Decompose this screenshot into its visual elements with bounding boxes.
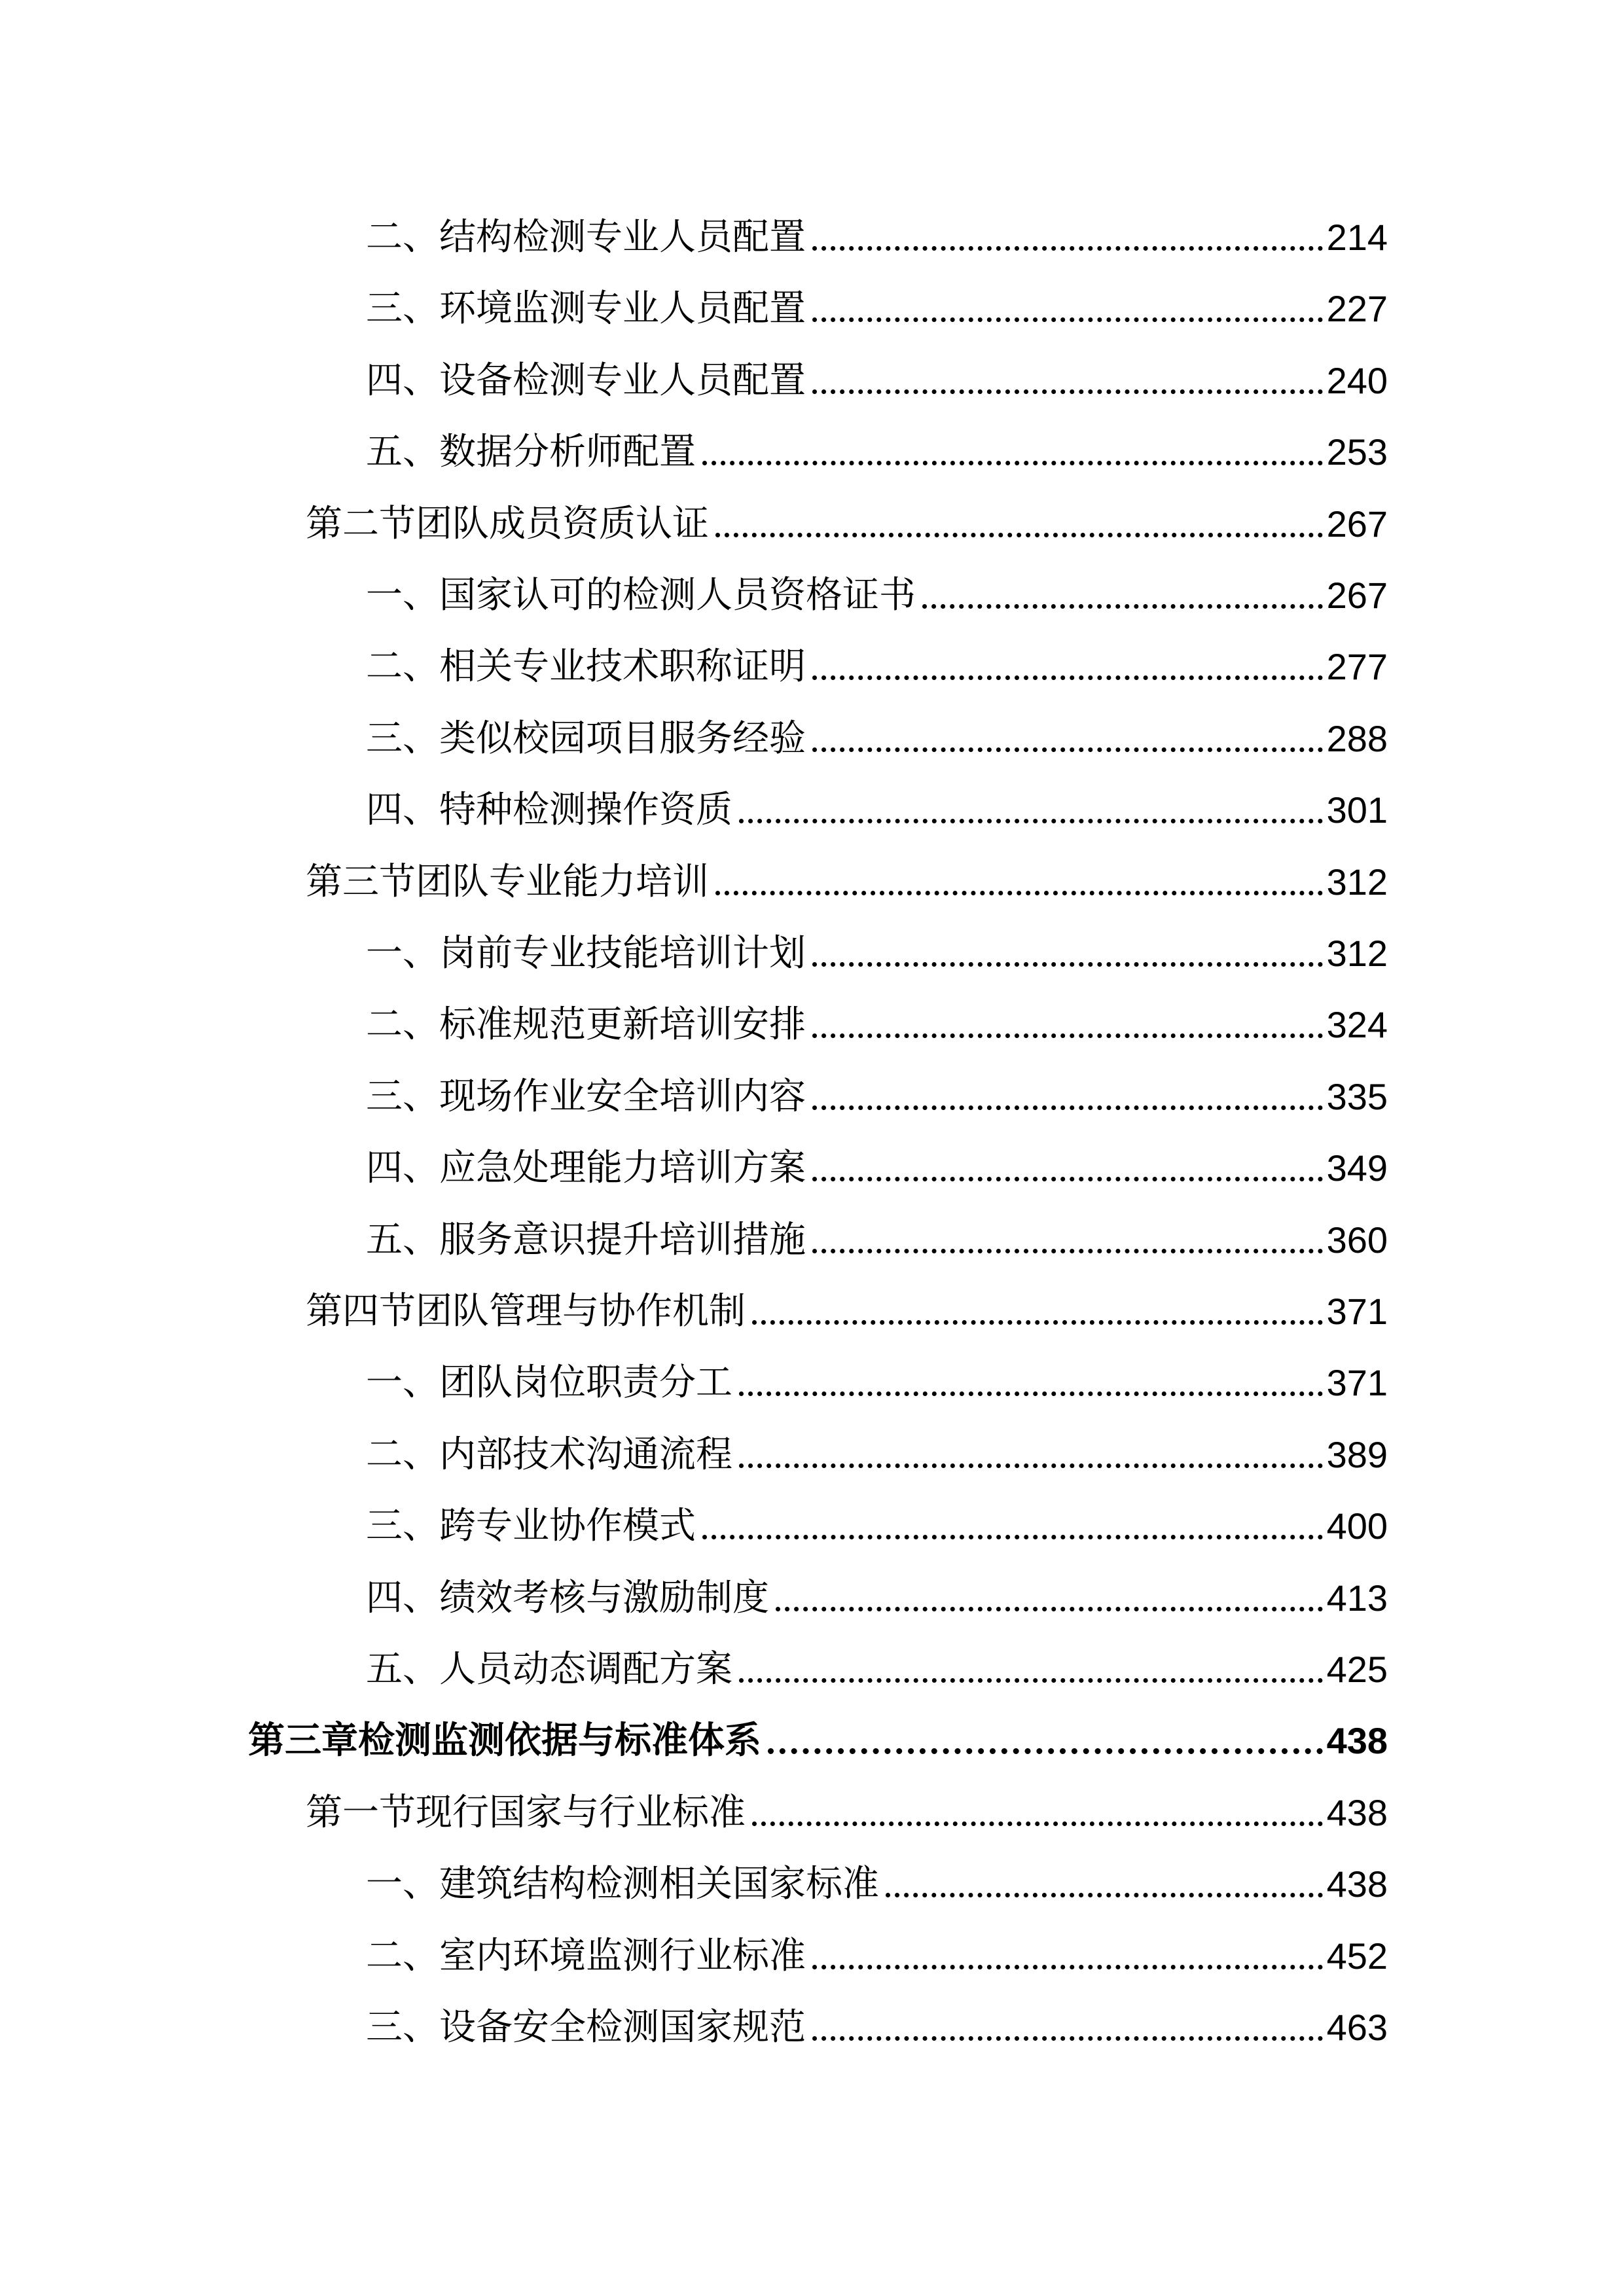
toc-entry-title: 三、现场作业安全培训内容 <box>366 1075 806 1118</box>
toc-entry-page-number: 438 <box>1326 1791 1388 1833</box>
toc-entry-title: 二、室内环境监测行业标准 <box>366 1934 806 1977</box>
dot-leader <box>739 1678 1323 1683</box>
toc-subsection-entry[interactable] <box>366 1357 1388 1409</box>
dot-leader <box>812 1177 1323 1181</box>
toc-section-entry[interactable] <box>306 1787 1388 1839</box>
dot-leader <box>752 1320 1323 1325</box>
toc-entry-title: 一、建筑结构检测相关国家标准 <box>366 1863 879 1906</box>
toc-subsection-entry[interactable] <box>366 211 1388 264</box>
toc-entry-title: 第一节现行国家与行业标准 <box>306 1791 746 1834</box>
toc-subsection-entry[interactable] <box>366 641 1388 693</box>
dot-leader <box>702 1535 1323 1539</box>
dot-leader <box>812 246 1323 251</box>
dot-leader <box>752 1821 1323 1826</box>
toc-entry-page-number: 227 <box>1326 288 1388 330</box>
toc-entry-title: 二、内部技术沟通流程 <box>366 1433 732 1476</box>
toc-entry-page-number: 312 <box>1326 861 1388 903</box>
toc-subsection-entry[interactable] <box>366 1071 1388 1123</box>
toc-subsection-entry[interactable] <box>366 569 1388 622</box>
toc-section-entry[interactable] <box>306 498 1388 550</box>
dot-leader <box>812 1249 1323 1253</box>
toc-entry-page-number: 267 <box>1326 503 1388 545</box>
dot-leader <box>922 604 1323 609</box>
toc-entry-page-number: 277 <box>1326 646 1388 688</box>
toc-entry-title: 四、绩效考核与激励制度 <box>366 1576 769 1619</box>
toc-subsection-entry[interactable] <box>366 1500 1388 1552</box>
toc-entry-page-number: 288 <box>1326 717 1388 759</box>
toc-entry-page-number: 214 <box>1326 217 1388 258</box>
dot-leader <box>812 2036 1323 2041</box>
toc-entry-page-number: 360 <box>1326 1219 1388 1261</box>
toc-subsection-entry[interactable] <box>366 426 1388 478</box>
toc-entry-page-number: 389 <box>1326 1433 1388 1475</box>
toc-entry-title: 第四节团队管理与协作机制 <box>306 1290 746 1333</box>
toc-entry-title: 三、设备安全检测国家规范 <box>366 2006 806 2049</box>
dot-leader <box>702 461 1323 465</box>
toc-entry-page-number: 438 <box>1326 1863 1388 1905</box>
dot-leader <box>812 962 1323 967</box>
toc-subsection-entry[interactable] <box>366 355 1388 407</box>
toc-entry-page-number: 438 <box>1326 1720 1388 1762</box>
toc-entry-page-number: 371 <box>1326 1291 1388 1332</box>
dot-leader <box>812 675 1323 680</box>
toc-entry-page-number: 400 <box>1326 1505 1388 1547</box>
toc-entry-title: 二、相关专业技术职称证明 <box>366 645 806 689</box>
toc-subsection-entry[interactable] <box>366 1858 1388 1910</box>
toc-entry-page-number: 452 <box>1326 1935 1388 1977</box>
toc-entry-page-number: 267 <box>1326 575 1388 616</box>
toc-subsection-entry[interactable] <box>366 1572 1388 1624</box>
dot-leader <box>768 1748 1323 1754</box>
dot-leader <box>886 1893 1323 1897</box>
dot-leader <box>739 819 1323 823</box>
toc-entry-title: 五、人员动态调配方案 <box>366 1648 732 1691</box>
toc-subsection-entry[interactable] <box>366 1643 1388 1696</box>
dot-leader <box>812 1965 1323 1969</box>
toc-entry-title: 第三章检测监测依据与标准体系 <box>248 1719 761 1763</box>
toc-subsection-entry[interactable] <box>366 283 1388 335</box>
dot-leader <box>739 1463 1323 1468</box>
toc-entry-page-number: 301 <box>1326 789 1388 831</box>
toc-entry-title: 三、跨专业协作模式 <box>366 1505 696 1548</box>
toc-chapter-entry[interactable] <box>248 1715 1388 1767</box>
toc-entry-title: 三、类似校园项目服务经验 <box>366 717 806 760</box>
toc-entry-page-number: 425 <box>1326 1649 1388 1690</box>
toc-entry-page-number: 312 <box>1326 933 1388 974</box>
toc-entry-title: 三、环境监测专业人员配置 <box>366 287 806 331</box>
toc-entry-title: 第二节团队成员资质认证 <box>306 502 709 545</box>
dot-leader <box>739 1391 1323 1396</box>
toc-subsection-entry[interactable] <box>366 999 1388 1051</box>
dot-leader <box>715 891 1323 895</box>
toc-entry-title: 五、数据分析师配置 <box>366 431 696 474</box>
dot-leader <box>812 747 1323 752</box>
dot-leader <box>812 317 1323 322</box>
toc-entry-page-number: 253 <box>1326 431 1388 473</box>
toc-entry-title: 一、国家认可的检测人员资格证书 <box>366 574 916 617</box>
toc-entry-title: 一、岗前专业技能培训计划 <box>366 932 806 975</box>
toc-entry-page-number: 371 <box>1326 1362 1388 1404</box>
toc-subsection-entry[interactable] <box>366 2001 1388 2054</box>
toc-entry-title: 五、服务意识提升培训措施 <box>366 1218 806 1261</box>
toc-subsection-entry[interactable] <box>366 1429 1388 1481</box>
toc-subsection-entry[interactable] <box>366 1930 1388 1982</box>
toc-entry-title: 一、团队岗位职责分工 <box>366 1361 732 1405</box>
dot-leader <box>776 1607 1323 1611</box>
toc-subsection-entry[interactable] <box>366 1214 1388 1266</box>
toc-entry-title: 第三节团队专业能力培训 <box>306 860 709 903</box>
toc-entry-page-number: 324 <box>1326 1004 1388 1046</box>
toc-entry-page-number: 463 <box>1326 2007 1388 2048</box>
dot-leader <box>812 389 1323 394</box>
toc-entry-page-number: 240 <box>1326 359 1388 401</box>
toc-subsection-entry[interactable] <box>366 1142 1388 1194</box>
toc-section-entry[interactable] <box>306 1285 1388 1338</box>
toc-entry-page-number: 349 <box>1326 1147 1388 1189</box>
toc-entry-title: 四、应急处理能力培训方案 <box>366 1147 806 1190</box>
toc-entry-page-number: 413 <box>1326 1577 1388 1619</box>
toc-subsection-entry[interactable] <box>366 927 1388 980</box>
toc-entry-title: 四、特种检测操作资质 <box>366 789 732 832</box>
dot-leader <box>715 533 1323 537</box>
toc-entry-title: 四、设备检测专业人员配置 <box>366 359 806 402</box>
toc-subsection-entry[interactable] <box>366 713 1388 765</box>
toc-subsection-entry[interactable] <box>366 784 1388 836</box>
toc-section-entry[interactable] <box>306 856 1388 908</box>
toc-entry-page-number: 335 <box>1326 1075 1388 1117</box>
toc-entry-title: 二、结构检测专业人员配置 <box>366 216 806 259</box>
dot-leader <box>812 1105 1323 1110</box>
dot-leader <box>812 1033 1323 1038</box>
toc-entry-title: 二、标准规范更新培训安排 <box>366 1003 806 1047</box>
